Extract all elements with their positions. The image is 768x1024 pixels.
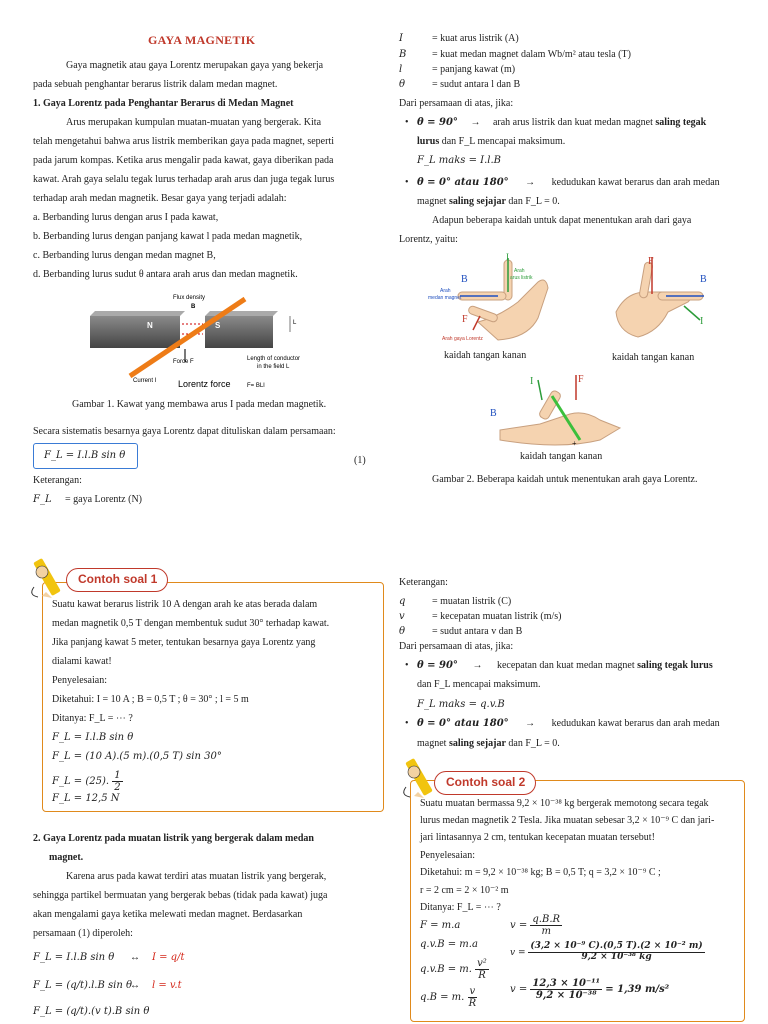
right-hand-rule-figure-1 (418, 252, 558, 347)
para-1-line: terhadap arah medan magnetik. Besar gaya yang terjadi adalah: (33, 193, 287, 204)
bullet-1-eq: F_L maks = I.l.B (417, 155, 501, 166)
derivation-1b: I = q/t (152, 952, 185, 963)
bullet-3-cont: dan F_L mencapai maksimum. (417, 679, 541, 690)
example-2-diketahui-2: r = 2 cm = 2 × 10⁻² m (420, 885, 509, 896)
hand1-arah-medan-1: Arah (440, 288, 451, 294)
example-1-penyelesaian: Penyelesaian: (52, 675, 107, 686)
example-2-left-3: q.v.B = m. $\frac{\text{v²}}{R}$ (420, 958, 487, 981)
bullet-4: θ = 0° atau 180° → kedudukan kawat berarus dan arah medan (417, 718, 720, 729)
def-sym: B (399, 49, 407, 60)
hand1-arah-arus-1: Arah (514, 268, 525, 274)
def2-desc: = kecepatan muatan listrik (m/s) (432, 611, 562, 622)
hand2-f-label: F (648, 256, 654, 267)
def-sym: l (399, 64, 403, 75)
example-2-left-4: q.B = m. $\frac{v}{R}$ (420, 986, 477, 1009)
ket-fl-desc: = gaya Lorentz (N) (65, 494, 142, 505)
current-label: Current I (133, 378, 157, 384)
para-3-line: akan mengalami gaya ketika melewati medan magnet. Berdasarkan (33, 909, 303, 920)
hand1-arah-gaya: Arah gaya Lorentz (442, 336, 483, 342)
intro-line-2: pada sebuah penghantar berarus listrik dalam medan magnet. (33, 79, 278, 90)
example-1-step-2: F_L = (10 A).(5 m).(0,5 T) sin 30° (52, 751, 222, 762)
figure-1-caption: Gambar 1. Kawat yang membawa arus I pada medan magnetik. (72, 399, 327, 410)
fraction-denominator: R (478, 970, 486, 981)
para-3-line: sehingga partikel bermuatan yang bergerak bebas (tidak pada kawat) juga (33, 890, 328, 901)
hand1-arah-medan-2: medan magnet (428, 295, 462, 301)
section-2-heading-2: magnet. (49, 852, 84, 863)
para-1-line: pada jarum kompas. Ketika arus mengalir pada kawat, gaya diberikan pada (33, 155, 334, 166)
equation-1: F_L = I.l.B sin θ (44, 450, 126, 461)
bullet-4-cont: magnet saling sejajar dan F_L = 0. (417, 738, 560, 749)
example-1-question: Suatu kawat berarus listrik 10 A dengan arah ke atas berada dalam (52, 599, 318, 610)
keterangan-2-label: Keterangan: (399, 577, 448, 588)
hand3-caption: kaidah tangan kanan (520, 451, 603, 462)
length-label-2: in the field L (257, 364, 290, 370)
example-2-label: Contoh soal 2 (446, 775, 526, 789)
keterangan-label: Keterangan: (33, 475, 82, 486)
example-1-ditanya: Ditanya: F_L = ⋯ ? (52, 713, 133, 724)
bullet-3: θ = 90° → kecepatan dan kuat medan magnet saling tegak lurus (417, 660, 713, 671)
list-item: a. Berbanding lurus dengan arus I pada kawat, (33, 212, 219, 223)
hand3-b-label: B (490, 408, 497, 419)
example-1-step-3: F_L = (25). $\frac{1}{2}$ (52, 770, 121, 793)
para-3-line: Karena arus pada kawat terdiri atas muatan listrik yang bergerak, (66, 871, 327, 882)
example-1-result: F_L = 12,5 N (52, 793, 120, 804)
fraction-numerator: q.B.R (532, 914, 561, 925)
fraction-denominator: R (468, 998, 477, 1009)
para-1-line: telah mengetahui bahwa arus listrik memberikan gaya pada magnet, seperti (33, 136, 335, 147)
fraction-numerator: v² (477, 958, 487, 969)
para-2: Secara sistematis besarnya gaya Lorentz dapat dituliskan dalam persamaan: (33, 426, 336, 437)
hand3-f-label: F (578, 374, 584, 385)
def-desc: = sudut antara l dan B (432, 79, 521, 90)
def-desc: = kuat medan magnet dalam Wb/m² atau tesla (T) (432, 49, 631, 60)
section-1-heading: 1. Gaya Lorentz pada Penghantar Berarus di Medan Magnet (33, 98, 294, 109)
section-2-heading: 2. Gaya Lorentz pada muatan listrik yang bergerak dalam medan (33, 833, 314, 844)
fraction-numerator: 1 (114, 770, 121, 781)
example-2-question: lurus medan magnetik 2 Tesla. Jika muatan sebesar 3,2 × 10⁻⁹ C dan jari- (420, 815, 715, 826)
hand3-i-label: I (530, 376, 534, 387)
hand1-arah-arus-2: arus listrik (510, 275, 533, 281)
def2-sym: q (399, 596, 406, 607)
example-1-question: Jika panjang kawat 5 meter, tentukan besarnya gaya Lorentz yang (52, 637, 316, 648)
derivation-2a: F_L = (q/t).l.B sin θ (33, 980, 132, 991)
def2-desc: = muatan listrik (C) (432, 596, 512, 607)
intro-line-1: Gaya magnetik atau gaya Lorentz merupakan gaya yang bekerja (66, 60, 324, 71)
example-1-label: Contoh soal 1 (78, 572, 158, 586)
bullet-2: θ = 0° atau 180° → kedudukan kawat berarus dan arah medan (417, 177, 720, 188)
s-label: S (215, 321, 221, 330)
bullet-3-eq: F_L maks = q.v.B (417, 699, 505, 710)
bullet-1: θ = 90° → arah arus listrik dan kuat medan magnet saling tegak (417, 117, 707, 128)
fraction-denominator: 2 (114, 782, 121, 793)
example-1-step-1: F_L = I.l.B sin θ (52, 732, 134, 743)
example-2-question: jari lintasannya 2 cm, tentukan kecepatan muatan tersebut! (420, 832, 655, 843)
example-2-question: Suatu muatan bermassa 9,2 × 10⁻³⁸ kg bergerak memotong secara tegak (420, 798, 709, 809)
derivation-arrow: ↔ (130, 952, 140, 963)
def2-sym: v (399, 611, 405, 622)
n-label: N (147, 321, 153, 330)
list-item: b. Berbanding lurus dengan panjang kawat l pada medan magnetik, (33, 231, 303, 242)
example-2-left-2: q.v.B = m.a (420, 939, 478, 950)
hand1-caption: kaidah tangan kanan (444, 350, 527, 361)
force-label: Force F (173, 359, 194, 365)
def2-desc: = sudut antara v dan B (432, 626, 523, 637)
equation-1-number: (1) (354, 455, 366, 466)
kaidah-line-2: Lorentz, yaitu: (399, 234, 458, 245)
b-label: B (191, 304, 196, 310)
def-sym: I (399, 33, 403, 44)
example-2-right-3: v = $\frac{\text{12,3 × 10⁻¹¹}}{\text{9,2 × 10⁻³⁸}}$ = 1,39 m/s² (510, 978, 670, 1001)
example-1-diketahui: Diketahui: I = 10 A ; B = 0,5 T ; θ = 30° ; l = 5 m (52, 694, 249, 705)
lorentz-force-label: Lorentz force (178, 379, 231, 389)
right-hand-rule-figure-3 (480, 370, 630, 450)
def-desc: = panjang kawat (m) (432, 64, 516, 75)
magnet-n-block (90, 316, 180, 348)
example-2-right-2: v = $\frac{\text{(3,2 × 10⁻⁹ C).(0,5 T).(2 × 10⁻² m)}}{\text{9,2 × 10⁻³⁸ kg}}$ (510, 941, 703, 962)
fraction-denominator: 9,2 × 10⁻³⁸ kg (581, 951, 652, 962)
l-label: L (293, 320, 297, 326)
fraction-denominator: m (541, 926, 551, 937)
example-2-diketahui-1: Diketahui: m = 9,2 × 10⁻³⁸ kg; B = 0,5 T; q = 3,2 × 10⁻⁹ C ; (420, 867, 661, 878)
fraction-numerator: v (469, 986, 476, 997)
hand1-i-label: I (506, 252, 509, 262)
example-2-penyelesaian: Penyelesaian: (420, 850, 475, 861)
derivation-2b: l = v.t (152, 980, 182, 991)
kaidah-line-1: Adapun beberapa kaidah untuk dapat menentukan arah dari gaya (432, 215, 692, 226)
def-desc: = kuat arus listrik (A) (432, 33, 519, 44)
figure-1-lorentz-diagram (85, 294, 320, 394)
example-2-right-1: v = $\frac{q.B.R}{m}$ (510, 914, 561, 937)
hand2-caption: kaidah tangan kanan (612, 352, 695, 363)
flux-label: Flux density (173, 295, 206, 301)
figure-2-caption: Gambar 2. Beberapa kaidah untuk menentukan arah gaya Lorentz. (432, 474, 698, 485)
ket-fl-symbol: F_L (33, 494, 52, 505)
list-item: d. Berbanding lurus sudut θ antara arah arus dan medan magnetik. (33, 269, 298, 280)
derivation-3a: F_L = (q/t).(v t).B sin θ (33, 1006, 150, 1017)
fraction-numerator: 12,3 × 10⁻¹¹ (532, 978, 601, 989)
example-1-question: medan magnetik 0,5 T dengan membentuk sudut 30° terhadap kawat. (52, 618, 330, 629)
dari-1: Dari persamaan di atas, jika: (399, 98, 514, 109)
def2-sym: θ (399, 626, 406, 637)
para-1-line: Arus merupakan kumpulan muatan-muatan yang bergerak. Kita (66, 117, 322, 128)
example-2-left-1: F = m.a (420, 920, 461, 931)
dari-2: Dari persamaan di atas, jika: (399, 641, 514, 652)
formula-label: F= BLI (247, 383, 265, 389)
length-label-1: Length of conductor (247, 356, 301, 362)
example-2-ditanya: Ditanya: F_L = ⋯ ? (420, 902, 501, 913)
list-item: c. Berbanding lurus dengan medan magnet B, (33, 250, 216, 261)
para-3-line: persamaan (1) diperoleh: (33, 928, 133, 939)
derivation-1a: F_L = I.l.B sin θ (33, 952, 115, 963)
para-1-line: kawat. Arah gaya selalu tegak lurus terhadap arah arus dan juga tegak lurus (33, 174, 335, 185)
def-sym: θ (399, 79, 406, 90)
right-hand-rule-figure-2 (596, 252, 716, 347)
example-1-question: dialami kawat! (52, 656, 112, 667)
page-title: GAYA MAGNETIK (148, 33, 256, 47)
bullet-1-cont: lurus dan F_L mencapai maksimum. (417, 136, 566, 147)
fraction-denominator: 9,2 × 10⁻³⁸ (535, 990, 597, 1001)
derivation-arrow: ↔ (130, 980, 140, 991)
hand2-b-label: B (700, 274, 707, 285)
bullet-2-cont: magnet saling sejajar dan F_L = 0. (417, 196, 560, 207)
hand1-b-label: B (461, 274, 468, 285)
hand3-plus-label: + (572, 439, 577, 448)
hand2-i-label: I (700, 316, 704, 327)
hand1-f-label: F (462, 314, 468, 325)
fraction-numerator: (3,2 × 10⁻⁹ C).(0,5 T).(2 × 10⁻² m) (530, 941, 703, 951)
